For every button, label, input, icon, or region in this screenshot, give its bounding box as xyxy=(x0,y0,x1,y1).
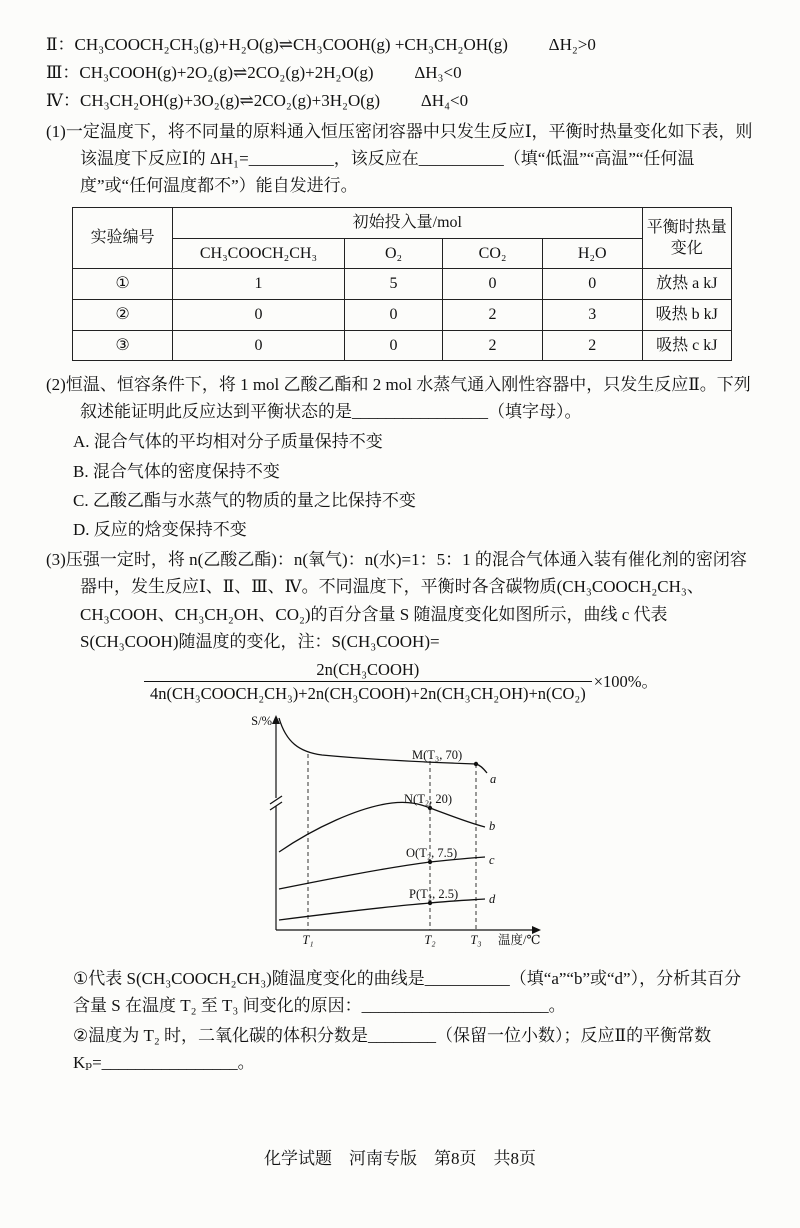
col-ester: CH₃COOCH₂CH₃ xyxy=(173,238,345,269)
curve-c-label: c xyxy=(489,852,495,867)
col-experiment-id: 实验编号 xyxy=(73,208,173,269)
option-a: A. 混合气体的平均相对分子质量保持不变 xyxy=(73,432,383,452)
row2-co2: 2 xyxy=(443,299,543,330)
table-row xyxy=(73,299,732,330)
point-N xyxy=(428,805,432,809)
row3-h2o: 2 xyxy=(542,330,642,361)
equation-IV-text: Ⅳ：CH₃CH₂OH(g)+3O₂(g)⇌2CO₂(g)+3H₂O(g) xyxy=(46,91,381,111)
equation-IV-enthalpy: ΔH₄<0 xyxy=(420,91,469,111)
question-1-text: (1)一定温度下，将不同量的原料通入恒压密闭容器中只发生反应Ⅰ，平衡时热量变化如下表，则该温度下反应Ⅰ的 ΔH₁=__________，该反应在__________（填“低温”“高温”“任何温度”或“任何温度都不”）能自发进行。 xyxy=(46,121,753,195)
equation-III-enthalpy: ΔH₃<0 xyxy=(414,63,462,83)
equation-II-text: Ⅱ：CH₃COOCH₂CH₃(g)+H₂O(g)⇌CH₃COOH(g) +CH₃CH₂OH(g) xyxy=(46,35,508,54)
fraction-denominator: 4n(CH₃COOCH₂CH₃)+2n(CH₃COOH)+2n(CH₃CH₂OH)+n(CO₂) xyxy=(144,681,592,705)
col-initial-amount: 初始投入量/mol xyxy=(173,208,642,239)
curve-a xyxy=(279,718,487,773)
row3-id: ③ xyxy=(73,330,173,361)
equation-III-text: Ⅲ：CH₃COOH(g)+2O₂(g)⇌2CO₂(g)+2H₂O(g) xyxy=(46,63,374,83)
row2-ester: 0 xyxy=(173,299,345,330)
col-heat-change: 平衡时热量变化 xyxy=(642,208,731,269)
option-c: C. 乙酸乙酯与水蒸气的物质的量之比保持不变 xyxy=(73,490,416,510)
row2-id: ② xyxy=(73,299,173,330)
point-O-label: O(T₂, 7.5) xyxy=(406,845,458,860)
tick-t3: T₃ xyxy=(470,932,482,947)
curve-b xyxy=(279,802,485,852)
curve-b-label: b xyxy=(489,818,496,833)
equation-II xyxy=(46,31,756,58)
option-d: D. 反应的焓变保持不变 xyxy=(73,520,247,540)
y-axis-label: S/% xyxy=(251,713,272,728)
row1-o2: 5 xyxy=(344,269,442,300)
row1-co2: 0 xyxy=(443,269,543,300)
row2-heat: 吸热 b kJ xyxy=(642,299,731,330)
point-M xyxy=(474,761,478,765)
point-P-label: P(T₂, 2.5) xyxy=(409,886,459,901)
row3-co2: 2 xyxy=(443,330,543,361)
curve-d-label: d xyxy=(489,891,496,906)
col-h2o: H₂O xyxy=(542,238,642,269)
curve-a-label: a xyxy=(490,771,497,786)
option-b: B. 混合气体的密度保持不变 xyxy=(73,461,280,481)
question-3-text: (3)压强一定时，将 n(乙酸乙酯)：n(氧气)：n(水)=1：5：1 的混合气体通入装有催化剂的密闭容器中，发生反应Ⅰ、Ⅱ、Ⅲ、Ⅳ。不同温度下，平衡时各含碳物质(CH₃COOCH₂CH₃、CH₃COOH、CH₃CH₂OH、CO₂)的百分含量 S 随温度变化如图所示，曲线 c 代表 S(CH₃COOH)随温度的变化，注：S(CH₃COOH)= xyxy=(46,550,747,651)
question-3-1-text: ①代表 S(CH₃COOCH₂CH₃)随温度变化的曲线是__________（填“a”“b”或“d”），分析其百分含量 S 在温度 T₂ 至 T₃ 间变化的原因：______________________。 xyxy=(73,968,742,1015)
experiment-table xyxy=(72,207,732,361)
row1-id: ① xyxy=(73,269,173,300)
fraction xyxy=(144,659,592,706)
chart-svg xyxy=(244,712,574,962)
row1-h2o: 0 xyxy=(542,269,642,300)
page-footer: 化学试题 河南专版 第8页 共8页 xyxy=(264,1148,536,1168)
point-O xyxy=(428,859,432,863)
x-axis-label: 温度/℃ xyxy=(498,932,541,947)
point-M-label: M(T₃, 70) xyxy=(412,747,463,762)
equation-III xyxy=(46,59,756,86)
table-header-row-1 xyxy=(73,208,732,239)
curve-c xyxy=(279,857,485,889)
equations-block xyxy=(46,31,756,115)
point-N-label: N(T₂, 20) xyxy=(404,791,453,806)
row2-h2o: 3 xyxy=(542,299,642,330)
question-2-text: (2)恒温、恒容条件下，将 1 mol 乙酸乙酯和 2 mol 水蒸气通入刚性容器中，只发生反应Ⅱ。下列叙述能证明此反应达到平衡状态的是________________（填字母）。 xyxy=(46,375,751,422)
col-co2: CO₂ xyxy=(443,238,543,269)
row1-ester: 1 xyxy=(173,269,345,300)
row3-ester: 0 xyxy=(173,330,345,361)
col-o2: O₂ xyxy=(344,238,442,269)
s-vs-temperature-chart xyxy=(244,712,756,962)
fraction-suffix: ×100%。 xyxy=(593,672,659,692)
table-row xyxy=(73,330,732,361)
equation-II-enthalpy: ΔH₂>0 xyxy=(548,35,596,54)
question-3 xyxy=(46,546,756,1076)
row2-o2: 0 xyxy=(344,299,442,330)
question-2 xyxy=(46,371,756,543)
question-2-options xyxy=(73,428,756,543)
tick-t2: T₂ xyxy=(424,932,436,947)
table-row xyxy=(73,269,732,300)
s-definition-formula xyxy=(46,659,756,706)
row3-o2: 0 xyxy=(344,330,442,361)
point-P xyxy=(428,900,432,904)
equation-IV xyxy=(46,87,756,114)
row1-heat: 放热 a kJ xyxy=(642,269,731,300)
row3-heat: 吸热 c kJ xyxy=(642,330,731,361)
fraction-numerator: 2n(CH₃COOH) xyxy=(316,659,420,679)
tick-t1: T₁ xyxy=(302,932,314,947)
question-3-2-text: ②温度为 T₂ 时，二氧化碳的体积分数是________（保留一位小数）；反应Ⅱ的平衡常数 Kₚ=________________。 xyxy=(73,1025,712,1073)
curve-d xyxy=(279,899,485,920)
